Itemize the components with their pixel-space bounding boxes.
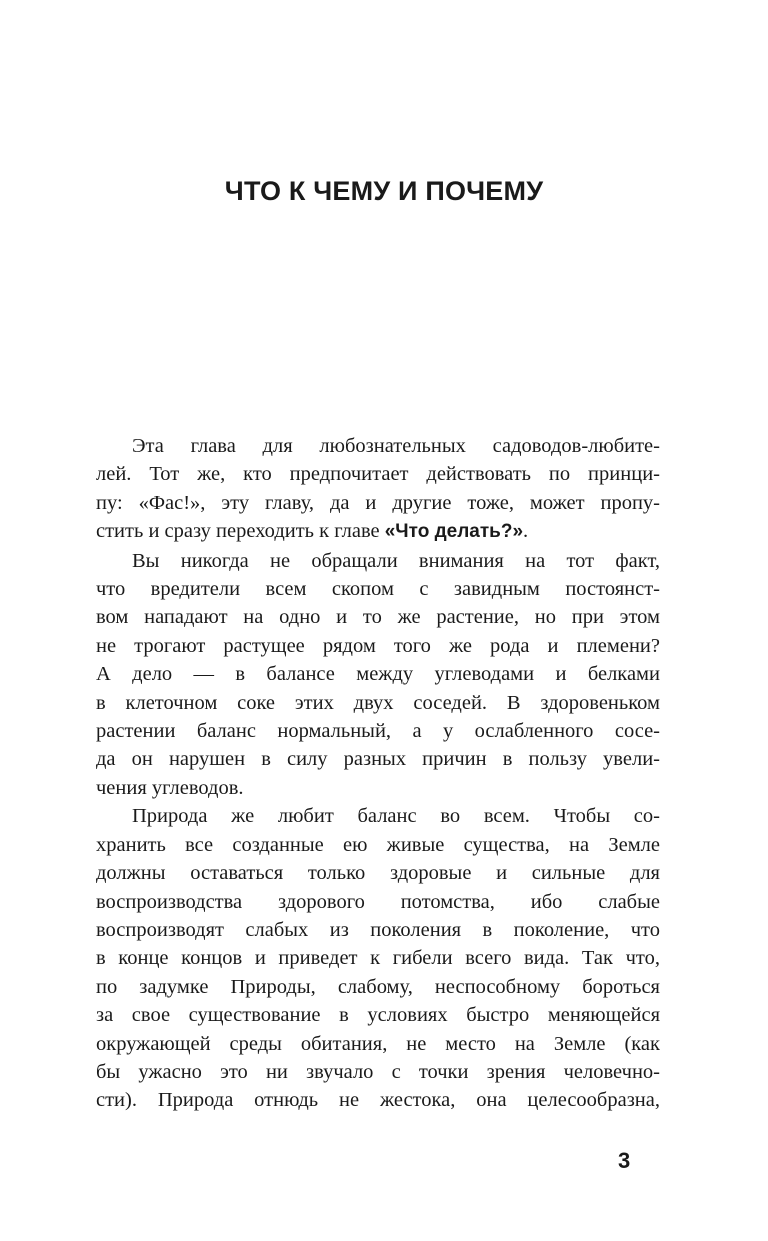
body-text: [96, 432, 660, 1115]
text-fragment: .: [523, 520, 529, 543]
text-line: лей. Тот же, кто предпочитает действовать по принци-: [96, 463, 660, 486]
text-line: воспроизводят слабых из поколения в поколение, что: [96, 918, 660, 941]
text-line: не трогают растущее рядом того же рода и племени?: [96, 634, 660, 657]
text-line: должны оставаться только здоровые и сильные для: [96, 862, 660, 885]
text-line: А дело — в балансе между углеводами и белками: [96, 663, 660, 686]
page-number: 3: [618, 1148, 631, 1173]
text-line: за свое существование в условиях быстро меняющейся: [96, 1004, 660, 1027]
text-line: пу: «Фас!», эту главу, да и другие тоже, может пропу-: [96, 491, 660, 514]
text-line: бы ужасно это ни звучало с точки зрения человечно-: [96, 1060, 660, 1083]
text-line: воспроизводства здорового потомства, ибо слабые: [96, 890, 660, 913]
text-line: окружающей среды обитания, не место на Земле (как: [96, 1032, 660, 1055]
text-line: растении баланс нормальный, а у ослабленного сосе-: [96, 720, 660, 743]
text-line: хранить все созданные ею живые существа, на Земле: [96, 833, 660, 856]
text-line: сти). Природа отнюдь не жестока, она целесообразна,: [96, 1089, 660, 1112]
text-line: Природа же любит баланс во всем. Чтобы со-: [132, 805, 660, 828]
text-fragment: стить и сразу переходить к главе: [96, 520, 385, 543]
text-line: [96, 517, 660, 546]
text-line: что вредители всем скопом с завидным постоянст-: [96, 578, 660, 601]
chapter-title: ЧТО К ЧЕМУ И ПОЧЕМУ: [224, 176, 544, 206]
text-line: Эта глава для любознательных садоводов-любите-: [132, 435, 660, 457]
text-line: вом нападают на одно и то же растение, но при этом: [96, 606, 660, 629]
text-line: в конце концов и приведет к гибели всего вида. Так что,: [96, 947, 660, 970]
text-line: по задумке Природы, слабому, неспособному бороться: [96, 975, 660, 998]
text-line: да он нарушен в силу разных причин в пользу увели-: [96, 748, 660, 771]
text-line: в клеточном соке этих двух соседей. В здоровеньком: [96, 691, 660, 714]
text-line: чения углеводов.: [96, 776, 244, 799]
paragraph-2: [96, 547, 660, 803]
chapter-reference: «Что делать?»: [384, 521, 524, 543]
paragraph-3: [96, 802, 660, 1114]
text-line: Вы никогда не обращали внимания на тот факт,: [132, 549, 660, 572]
paragraph-1: [96, 432, 660, 547]
